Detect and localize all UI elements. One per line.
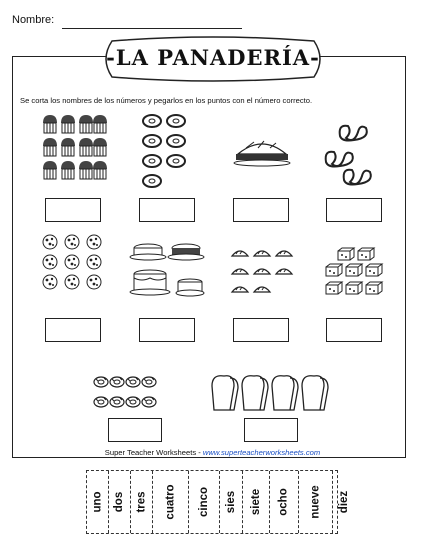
answer-box-rolls[interactable] [233,318,289,342]
footer-url[interactable]: www.superteacherworksheets.com [202,448,321,457]
name-label: Nombre: [12,14,55,26]
pretzel-icon [318,118,374,190]
footer-text: Super Teacher Worksheets - [104,448,203,457]
cutout-word[interactable]: siete [243,471,270,533]
answer-box-cakes[interactable] [139,318,195,342]
cheese-cube-icon [324,246,384,300]
cutout-strip [86,470,351,534]
cutout-word[interactable]: sies [220,471,243,533]
cutout-word[interactable]: cinco [189,471,220,533]
cutout-word[interactable]: uno [87,471,109,533]
cutout-word[interactable]: dos [109,471,130,533]
instructions: Se corta los nombres de los números y pegarlos en los puntos con el número correcto. [20,96,313,105]
answer-box-cubes[interactable] [326,318,382,342]
cookie-icon [40,232,106,302]
donut-icon [138,112,198,192]
pie-icon [232,132,292,170]
bagel-icon [92,374,158,412]
cupcake-icon [38,110,108,192]
bread-roll-icon [228,244,294,300]
answer-box-pretzels[interactable] [326,198,382,222]
footer [0,448,425,457]
cake-icon [128,240,210,302]
cutout-word[interactable]: cuatro [153,471,189,533]
answer-box-loaves[interactable] [244,418,298,442]
cutout-word[interactable]: ocho [270,471,298,533]
answer-box-cookies[interactable] [45,318,101,342]
name-line[interactable] [62,28,242,29]
cutout-word[interactable]: diez [338,490,351,514]
cutout-word[interactable]: tres [131,471,153,533]
cutout-word[interactable]: nueve [299,471,333,533]
answer-box-donuts[interactable] [139,198,195,222]
answer-box-bagels[interactable] [108,418,162,442]
answer-box-cupcakes[interactable] [45,198,101,222]
bread-loaf-icon [206,370,332,416]
page-title: -LA PANADERÍA- [106,45,320,70]
answer-box-pie[interactable] [233,198,289,222]
